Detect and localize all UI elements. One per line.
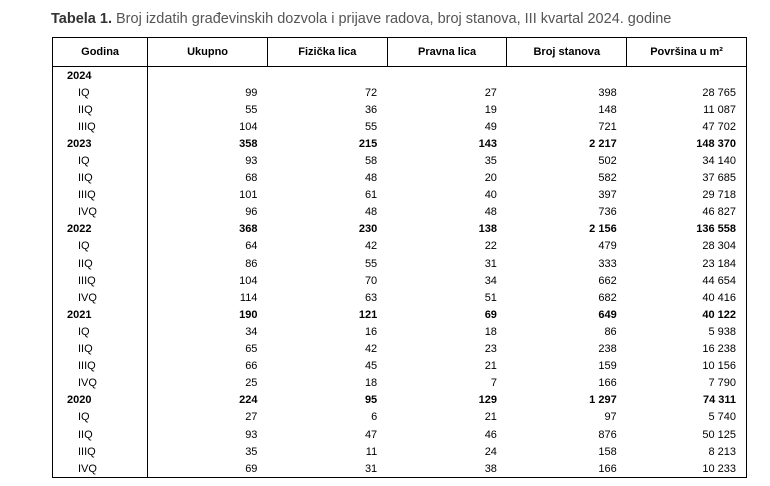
cell-povrsina: 47 702 <box>627 118 747 135</box>
quarter-row <box>53 426 747 443</box>
table-header <box>53 38 747 67</box>
cell-ukupno: 101 <box>239 189 258 202</box>
cell-broj-stanova: 166 <box>598 377 617 390</box>
cell-povrsina: 40 122 <box>627 306 747 323</box>
row-label: 2024 <box>53 67 148 85</box>
cell-broj-stanova: 876 <box>598 428 617 441</box>
cell-povrsina: 16 238 <box>627 341 747 358</box>
cell-fizicka-lica: 230 <box>358 223 378 236</box>
row-label: IQ <box>53 409 148 426</box>
cell-fizicka-lica: 31 <box>267 460 387 478</box>
header-pravna-lica: Pravna lica <box>387 38 507 67</box>
quarter-row <box>53 460 747 478</box>
quarter-row <box>53 341 747 358</box>
cell-broj-stanova: 502 <box>598 155 617 168</box>
data-table <box>52 37 747 478</box>
row-label: IIIQ <box>53 443 148 460</box>
cell-povrsina: 37 685 <box>627 170 747 187</box>
cell-broj-stanova: 736 <box>598 206 617 219</box>
cell-fizicka-lica: 72 <box>364 86 378 99</box>
cell-ukupno: 65 <box>245 343 258 356</box>
table-body <box>53 67 747 478</box>
cell-pravna-lica: 22 <box>484 240 497 253</box>
cell-povrsina: 136 558 <box>627 221 747 238</box>
cell-pravna-lica: 48 <box>484 206 497 219</box>
quarter-row <box>53 323 747 340</box>
quarter-row <box>53 289 747 306</box>
row-label: IQ <box>53 323 148 340</box>
header-povrsina: Površina u m² <box>627 38 747 67</box>
cell-broj-stanova: 159 <box>598 360 617 373</box>
quarter-row <box>53 358 747 375</box>
cell-pravna-lica: 23 <box>484 343 497 356</box>
row-label: IIQ <box>53 170 148 187</box>
year-row <box>53 135 747 152</box>
row-label: IVQ <box>53 289 148 306</box>
cell-broj-stanova: 479 <box>598 240 617 253</box>
cell-broj-stanova: 398 <box>598 86 617 99</box>
cell-ukupno: 224 <box>239 394 258 407</box>
cell-fizicka-lica: 48 <box>364 206 378 219</box>
cell-ukupno: 93 <box>245 428 258 441</box>
row-label: 2020 <box>53 392 148 409</box>
row-label: IIQ <box>53 101 148 118</box>
quarter-row <box>53 187 747 204</box>
quarter-row <box>53 204 747 221</box>
table-caption: Broj izdatih građevinskih dozvola i prijave radova, broj stanova, III kvartal 2024. godine <box>111 11 672 27</box>
row-label: IQ <box>53 238 148 255</box>
cell-fizicka-lica: 95 <box>364 394 378 407</box>
cell-broj-stanova <box>507 67 627 85</box>
cell-broj-stanova: 148 <box>598 103 617 116</box>
cell-broj-stanova: 238 <box>598 343 617 356</box>
cell-fizicka-lica: 6 <box>371 411 378 424</box>
row-label: IIQ <box>53 341 148 358</box>
cell-povrsina: 46 827 <box>627 204 747 221</box>
cell-pravna-lica: 18 <box>484 325 497 338</box>
quarter-row <box>53 255 747 272</box>
cell-povrsina: 40 416 <box>627 289 747 306</box>
header-fizicka-lica: Fizička lica <box>267 38 387 67</box>
cell-fizicka-lica: 48 <box>364 172 378 185</box>
cell-povrsina: 28 765 <box>627 84 747 101</box>
row-label: 2023 <box>53 135 148 152</box>
cell-povrsina: 23 184 <box>627 255 747 272</box>
cell-pravna-lica: 49 <box>484 120 497 133</box>
cell-povrsina: 50 125 <box>627 426 747 443</box>
year-row <box>53 221 747 238</box>
row-label: IQ <box>53 152 148 169</box>
cell-fizicka-lica: 215 <box>358 137 378 150</box>
cell-pravna-lica: 143 <box>478 137 497 150</box>
cell-povrsina: 74 311 <box>627 392 747 409</box>
cell-pravna-lica: 35 <box>484 155 497 168</box>
cell-ukupno: 69 <box>148 460 268 478</box>
cell-povrsina: 29 718 <box>627 187 747 204</box>
row-label: IIIQ <box>53 118 148 135</box>
cell-povrsina: 148 370 <box>627 135 747 152</box>
cell-ukupno: 34 <box>245 325 258 338</box>
cell-fizicka-lica: 63 <box>364 291 378 304</box>
cell-pravna-lica: 51 <box>484 291 497 304</box>
cell-povrsina: 5 938 <box>627 323 747 340</box>
cell-ukupno: 358 <box>239 137 258 150</box>
cell-pravna-lica: 20 <box>484 172 497 185</box>
cell-fizicka-lica: 47 <box>364 428 378 441</box>
quarter-row <box>53 375 747 392</box>
cell-ukupno: 114 <box>239 291 258 304</box>
cell-broj-stanova: 662 <box>598 274 617 287</box>
cell-povrsina: 11 087 <box>627 101 747 118</box>
cell-fizicka-lica: 58 <box>364 155 378 168</box>
cell-ukupno: 104 <box>239 120 258 133</box>
quarter-row <box>53 170 747 187</box>
cell-ukupno: 55 <box>245 103 258 116</box>
quarter-row <box>53 84 747 101</box>
cell-ukupno: 96 <box>245 206 258 219</box>
cell-ukupno: 25 <box>245 377 258 390</box>
cell-pravna-lica: 38 <box>387 460 507 478</box>
cell-ukupno: 64 <box>245 240 258 253</box>
cell-fizicka-lica: 55 <box>364 257 378 270</box>
cell-broj-stanova: 158 <box>598 445 617 458</box>
cell-ukupno: 104 <box>239 274 258 287</box>
cell-ukupno: 190 <box>239 308 258 321</box>
cell-broj-stanova: 97 <box>604 411 617 424</box>
quarter-row <box>53 101 747 118</box>
cell-fizicka-lica: 70 <box>364 274 378 287</box>
cell-pravna-lica: 69 <box>484 308 497 321</box>
cell-ukupno: 27 <box>245 411 258 424</box>
cell-broj-stanova: 2 217 <box>589 137 617 150</box>
cell-pravna-lica: 21 <box>484 360 497 373</box>
cell-pravna-lica: 34 <box>484 274 497 287</box>
row-label: IIQ <box>53 255 148 272</box>
cell-fizicka-lica: 121 <box>358 308 378 321</box>
row-label: 2021 <box>53 306 148 323</box>
year-row <box>53 306 747 323</box>
cell-povrsina: 28 304 <box>627 238 747 255</box>
cell-broj-stanova: 682 <box>598 291 617 304</box>
cell-broj-stanova: 2 156 <box>589 223 617 236</box>
cell-pravna-lica: 27 <box>484 86 497 99</box>
cell-ukupno: 368 <box>239 223 258 236</box>
cell-pravna-lica: 24 <box>484 445 497 458</box>
cell-pravna-lica: 19 <box>484 103 497 116</box>
cell-povrsina <box>627 67 747 85</box>
cell-ukupno: 68 <box>245 172 258 185</box>
row-label: IIIQ <box>53 358 148 375</box>
quarter-row <box>53 238 747 255</box>
cell-fizicka-lica <box>267 67 387 85</box>
row-label: IIIQ <box>53 272 148 289</box>
quarter-row <box>53 443 747 460</box>
cell-fizicka-lica: 42 <box>364 343 378 356</box>
cell-fizicka-lica: 61 <box>364 189 378 202</box>
cell-broj-stanova: 86 <box>604 325 617 338</box>
quarter-row <box>53 152 747 169</box>
row-label: IVQ <box>53 204 148 221</box>
cell-broj-stanova: 166 <box>507 460 627 478</box>
cell-pravna-lica <box>387 67 507 85</box>
row-label: IQ <box>53 84 148 101</box>
cell-povrsina: 5 740 <box>627 409 747 426</box>
row-label: IVQ <box>53 460 148 478</box>
row-label: IVQ <box>53 375 148 392</box>
cell-pravna-lica: 40 <box>484 189 497 202</box>
cell-povrsina: 34 140 <box>627 152 747 169</box>
cell-pravna-lica: 21 <box>484 411 497 424</box>
cell-fizicka-lica: 16 <box>364 325 378 338</box>
row-label: IIQ <box>53 426 148 443</box>
cell-broj-stanova: 1 297 <box>589 394 617 407</box>
cell-broj-stanova: 333 <box>598 257 617 270</box>
quarter-row <box>53 409 747 426</box>
cell-povrsina: 8 213 <box>627 443 747 460</box>
header-godina: Godina <box>53 38 148 67</box>
cell-broj-stanova: 582 <box>598 172 617 185</box>
cell-fizicka-lica: 18 <box>364 377 378 390</box>
row-label: IIIQ <box>53 187 148 204</box>
cell-fizicka-lica: 11 <box>365 445 378 458</box>
cell-fizicka-lica: 42 <box>364 240 378 253</box>
cell-broj-stanova: 721 <box>598 120 617 133</box>
cell-povrsina: 10 233 <box>627 460 747 478</box>
cell-ukupno: 93 <box>245 155 258 168</box>
header-ukupno: Ukupno <box>148 38 268 67</box>
table-title <box>51 11 671 27</box>
cell-fizicka-lica: 55 <box>364 120 378 133</box>
cell-pravna-lica: 129 <box>478 394 497 407</box>
year-row <box>53 392 747 409</box>
cell-povrsina: 44 654 <box>627 272 747 289</box>
cell-ukupno: 99 <box>245 86 258 99</box>
year-row <box>53 67 747 85</box>
cell-pravna-lica: 7 <box>490 377 497 390</box>
quarter-row <box>53 118 747 135</box>
cell-pravna-lica: 138 <box>478 223 497 236</box>
cell-ukupno <box>148 67 268 85</box>
quarter-row <box>53 272 747 289</box>
header-broj-stanova: Broj stanova <box>507 38 627 67</box>
cell-fizicka-lica: 45 <box>364 360 378 373</box>
cell-povrsina: 7 790 <box>627 375 747 392</box>
cell-ukupno: 66 <box>245 360 258 373</box>
cell-ukupno: 86 <box>245 257 258 270</box>
cell-pravna-lica: 31 <box>484 257 497 270</box>
table-number: Tabela 1. <box>51 11 112 27</box>
cell-fizicka-lica: 36 <box>364 103 378 116</box>
cell-ukupno: 35 <box>245 445 258 458</box>
cell-broj-stanova: 397 <box>598 189 617 202</box>
cell-pravna-lica: 46 <box>484 428 497 441</box>
cell-povrsina: 10 156 <box>627 358 747 375</box>
cell-broj-stanova: 649 <box>598 308 617 321</box>
row-label: 2022 <box>53 221 148 238</box>
